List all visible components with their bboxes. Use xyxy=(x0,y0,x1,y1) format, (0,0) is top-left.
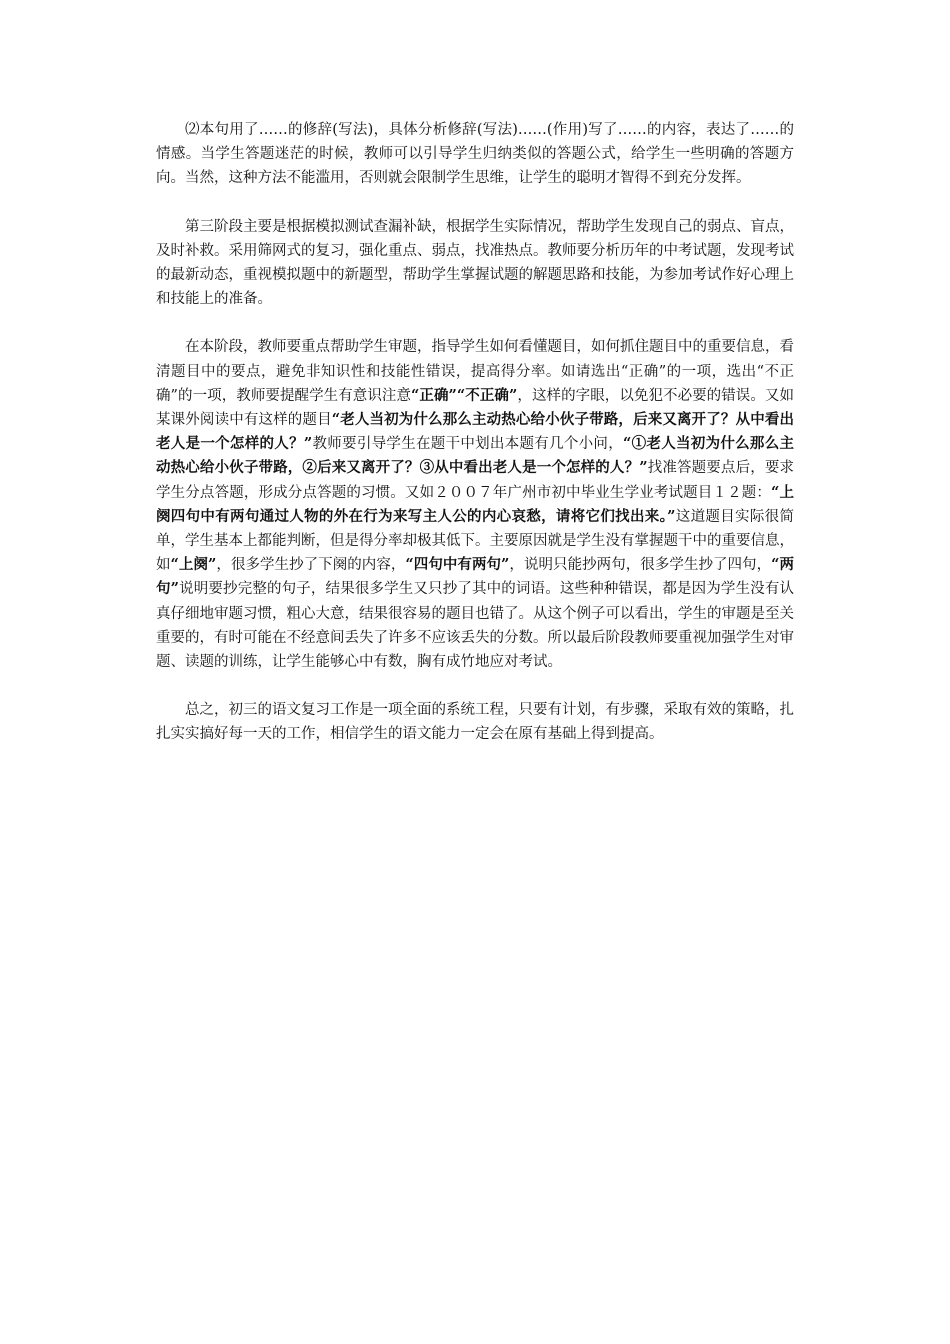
emphasis-text: “①老人当初为什么那么主动热心给小伙子带路，②后来又离开了？③从中看出老人是一个怎样的人？” xyxy=(156,435,795,477)
paragraph-text: ⑵本句用了……的修辞(写法)，具体分析修辞(写法)……(作用)写了……的内容，表达了……的情感。当学生答题迷茫的时候，教师可以引导学生归纳类似的答题公式，给学生一些明确的答题方向。当然，这种方法不能滥用，否则就会限制学生思维，让学生的聪明才智得不到充分发挥。 xyxy=(156,122,794,187)
paragraph-text: ，说明只能抄两句，很多学生抄了四句， xyxy=(509,557,772,574)
paragraph-answer-formula xyxy=(156,118,794,191)
paragraph-text: 总之，初三的语文复习工作是一项全面的系统工程，只要有计划，有步骤，采取有效的策略，扎扎实实搞好每一天的工作，相信学生的语文能力一定会在原有基础上得到提高。 xyxy=(156,702,794,743)
paragraph-question-reading xyxy=(156,335,794,674)
emphasis-text: “上阕四句中有两句通过人物的外在行为来写主人公的内心哀愁，请将它们找出来。” xyxy=(156,483,794,525)
paragraph-stage-three xyxy=(156,215,794,312)
paragraph-text: 这道题目实际很简单，学生基本上都能判断，但是得分率却极其低下。主要原因就是学生没有掌握题干中的重要信息，如 xyxy=(156,508,794,574)
emphasis-text: “正确”“不正确” xyxy=(411,386,518,404)
document-body xyxy=(156,118,794,771)
paragraph-text: 找准答题要点后，要求学生分点答题，形成分点答题的习惯。又如２００７年广州市初中毕业生学业考试题目１２题： xyxy=(156,460,794,501)
paragraph-text: 说明要抄完整的句子，结果很多学生又只抄了其中的词语。这些种种错误，都是因为学生没有认真仔细地审题习惯，粗心大意，结果很容易的题目也错了。从这个例子可以看出，学生的审题是至关重要的，有时可能在不经意间丢失了许多不应该丢失的分数。所以最后阶段教师要重视加强学生对审题、读题的训练，让学生能够心中有数，胸有成竹地应对考试。 xyxy=(156,581,794,671)
paragraph-text: ，很多学生抄了下阕的内容， xyxy=(216,557,406,574)
paragraph-text: 第三阶段主要是根据模拟测试查漏补缺，根据学生实际情况，帮助学生发现自己的弱点、盲点，及时补救。采用筛网式的复习，强化重点、弱点，找准热点。教师要分析历年的中考试题，发现考试的最新动态，重视模拟题中的新题型，帮助学生掌握试题的解题思路和技能，为参加考试作好心理上和技能上的准备。 xyxy=(156,218,794,308)
paragraph-text: 在本阶段，教师要重点帮助学生审题，指导学生如何看懂题目，如何抓住题目中的重要信息，看清题目中的要点，避免非知识性和技能性错误，提高得分率。如请选出“正确”的一项，选出“不正确”的一项，教师要提醒学生有意识注意 xyxy=(156,339,794,404)
emphasis-text: “老人当初为什么那么主动热心给小伙子带路，后来又离开了？从中看出老人是一个怎样的人？” xyxy=(156,411,794,453)
emphasis-text: “四句中有两句” xyxy=(405,556,510,574)
paragraph-text: 教师要引导学生在题干中划出本题有几个小问， xyxy=(312,436,624,453)
paragraph-text: ，这样的字眼，以免犯不必要的错误。又如某课外阅读中有这样的题目 xyxy=(156,387,794,429)
paragraph-conclusion xyxy=(156,698,794,746)
emphasis-text: “两句” xyxy=(156,556,795,598)
emphasis-text: “上阕” xyxy=(170,556,217,574)
